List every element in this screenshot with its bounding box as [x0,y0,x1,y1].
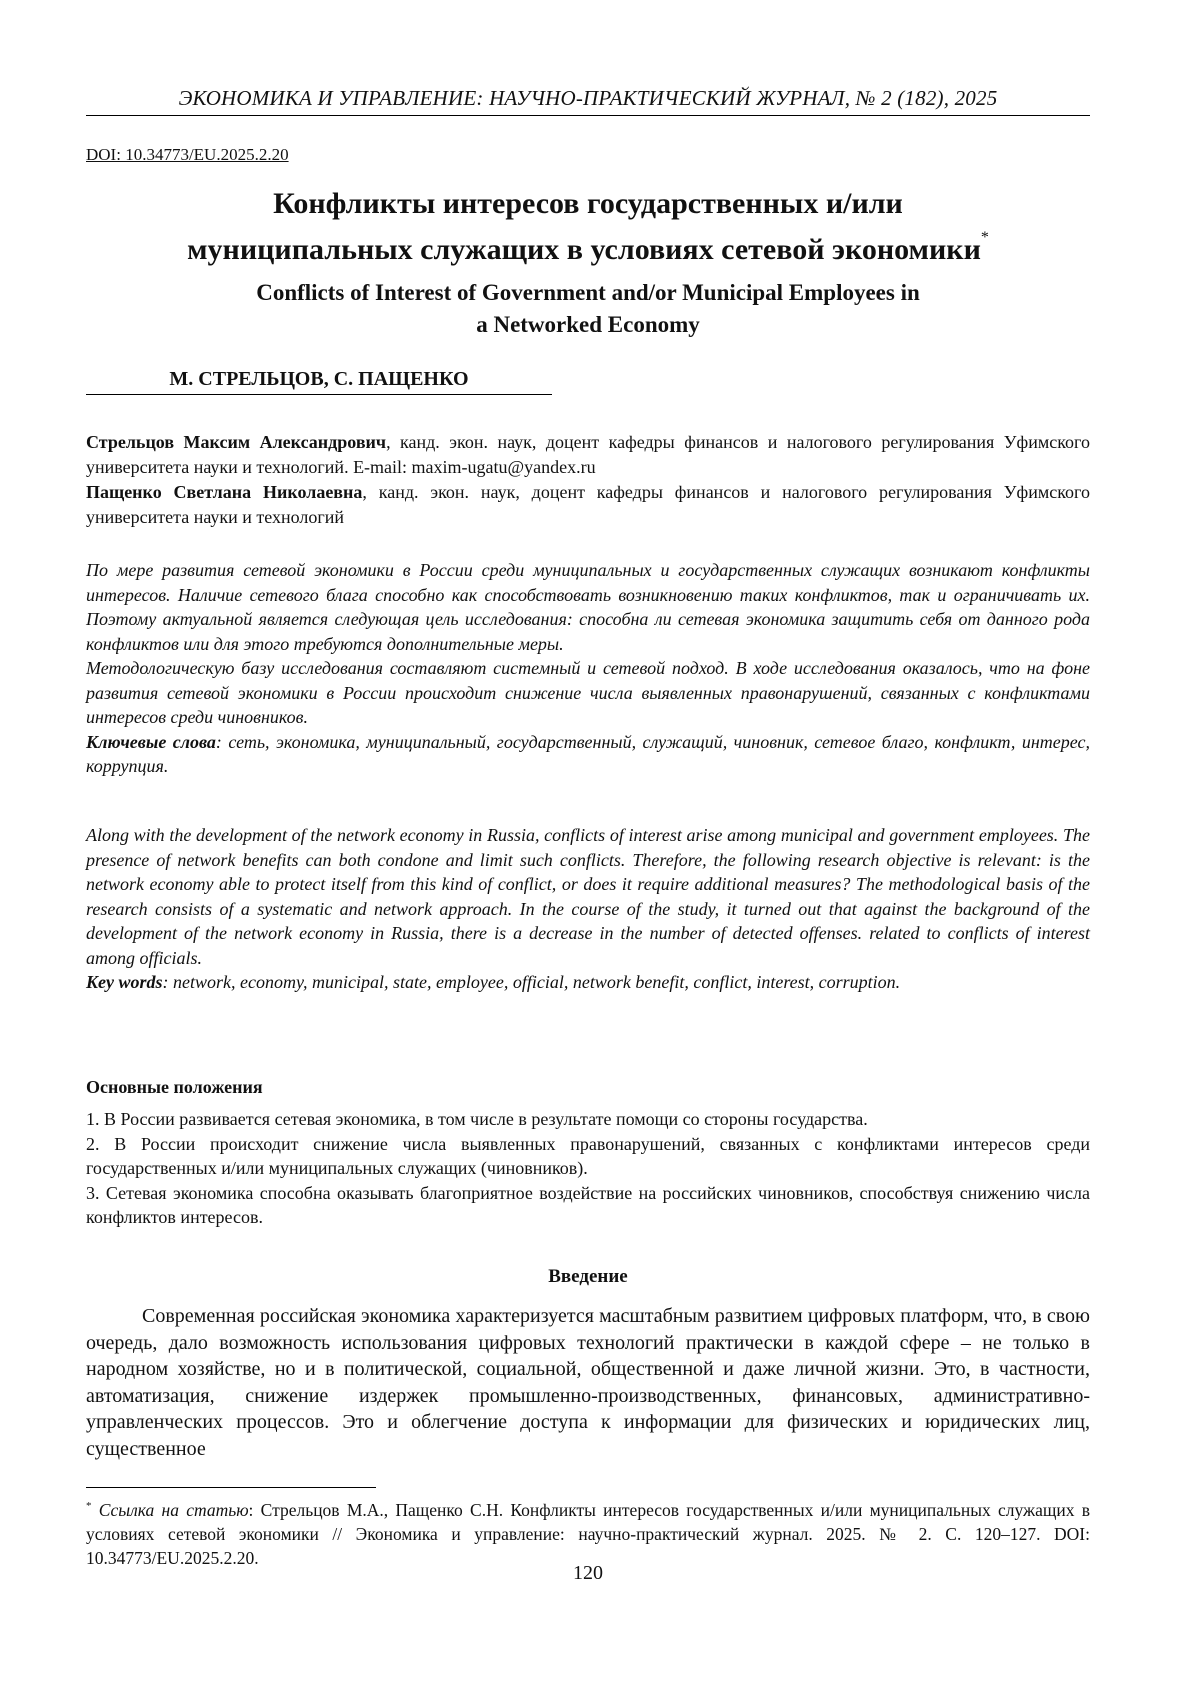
title-english [86,277,1090,341]
author-details: , канд. экон. наук, доцент кафедры финансов и налогового регулирования Уфимского университета науки и технологий. E-mail: maxim-ugatu@yandex.ru [86,432,1090,477]
author-affiliation-1 [86,430,1090,479]
doi-link[interactable]: DOI: 10.34773/EU.2025.2.20 [86,145,289,165]
keywords-ru [86,730,1090,779]
article-page [0,0,1200,1698]
keywords-ru-text: : сеть, экономика, муниципальный, государственный, служащий, чиновник, сетевое благо, конфликт, интерес, коррупция. [86,732,1090,777]
footnote-divider [86,1487,376,1488]
main-point-item: 2. В России происходит снижение числа выявленных правонарушений, связанных с конфликтами интересов среди государственных и/или муниципальных служащих (чиновников). [86,1132,1090,1181]
title-ru-line1: Конфликты интересов государственных и/или [273,187,903,220]
abstract-english [86,823,1090,995]
title-en-line1: Conflicts of Interest of Government and/or Municipal Employees in [256,280,920,305]
introduction-heading: Введение [86,1266,1090,1288]
footnote-mark: * [86,1500,92,1512]
keywords-en-text: : network, economy, municipal, state, employee, official, network benefit, conflict, interest, corruption. [163,972,901,992]
main-point-item: 3. Сетевая экономика способна оказывать благоприятное воздействие на российских чиновников, способствуя снижению числа конфликтов интересов. [86,1181,1090,1230]
main-points-heading: Основные положения [86,1077,263,1098]
title-russian [86,184,1090,270]
keywords-en [86,970,1090,995]
page-number: 120 [86,1562,1090,1585]
main-points-list [86,1107,1090,1230]
footnote-text: : Стрельцов М.А., Пащенко С.Н. Конфликты интересов государственных и/или муниципальных служащих в условиях сетевой экономики // Экономика и управление: научно-практический журнал. 2025. № 2. С. 120–127. DOI: 10.34773/EU.2025.2.20. [86,1500,1090,1568]
footnote-label: Ссылка на статью [99,1500,249,1520]
footnote [86,1494,1090,1570]
abstract-en-paragraph: Along with the development of the network economy in Russia, conflicts of interest arise among municipal and government employees. The presence of network benefits can both condone and limit such conflicts. Therefore, the following research objective is relevant: is the network economy able to protect itself from this kind of conflict, or does it require additional measures? The methodological basis of the research consists of a systematic and network approach. In the course of the study, it turned out that against the background of the development of the network economy in Russia, there is a decrease in the number of detected offenses. related to conflicts of interest among officials. [86,823,1090,970]
main-point-item: 1. В России развивается сетевая экономика, в том числе в результате помощи со стороны государства. [86,1107,1090,1132]
keywords-en-label: Key words [86,972,163,992]
authors-line: М. СТРЕЛЬЦОВ, С. ПАЩЕНКО [86,368,552,395]
title-ru-line2: муниципальных служащих в условиях сетевой экономики [187,233,981,266]
journal-header: ЭКОНОМИКА И УПРАВЛЕНИЕ: НАУЧНО-ПРАКТИЧЕСКИЙ ЖУРНАЛ, № 2 (182), 2025 [86,86,1090,116]
footnote-marker[interactable]: * [981,229,989,246]
author-affiliation-2 [86,480,1090,529]
author-name: Стрельцов Максим Александрович [86,432,386,452]
abstract-ru-paragraph-1: По мере развития сетевой экономики в России среди муниципальных и государственных служащих возникают конфликты интересов. Наличие сетевого блага способно как способствовать возникновению таких конфликтов, так и ограничивать их. Поэтому актуальной является следующая цель исследования: способна ли сетевая экономика защитить себя от данного рода конфликтов или для этого требуются дополнительные меры. [86,558,1090,656]
title-en-line2: a Networked Economy [476,312,700,337]
abstract-ru-paragraph-2: Методологическую базу исследования составляют системный и сетевой подход. В ходе исследования оказалось, что на фоне развития сетевой экономики в России происходит снижение числа выявленных правонарушений, связанных с конфликтами интересов среди чиновников. [86,656,1090,730]
abstract-russian [86,558,1090,779]
author-name: Пащенко Светлана Николаевна [86,482,362,502]
keywords-ru-label: Ключевые слова [86,732,216,752]
introduction-text: Современная российская экономика характеризуется масштабным развитием цифровых платформ, что, в свою очередь, дало возможность использования цифровых технологий практически в каждой сфере – не только в народном хозяйстве, но и в политической, социальной, общественной и даже личной жизни. Это, в частности, автоматизация, снижение издержек промышленно-производственных, финансовых, административно-управленческих процессов. Это и облегчение доступа к информации для физических и юридических лиц, существенное [86,1303,1090,1462]
author-details: , канд. экон. наук, доцент кафедры финансов и налогового регулирования Уфимского университета науки и технологий [86,482,1090,527]
